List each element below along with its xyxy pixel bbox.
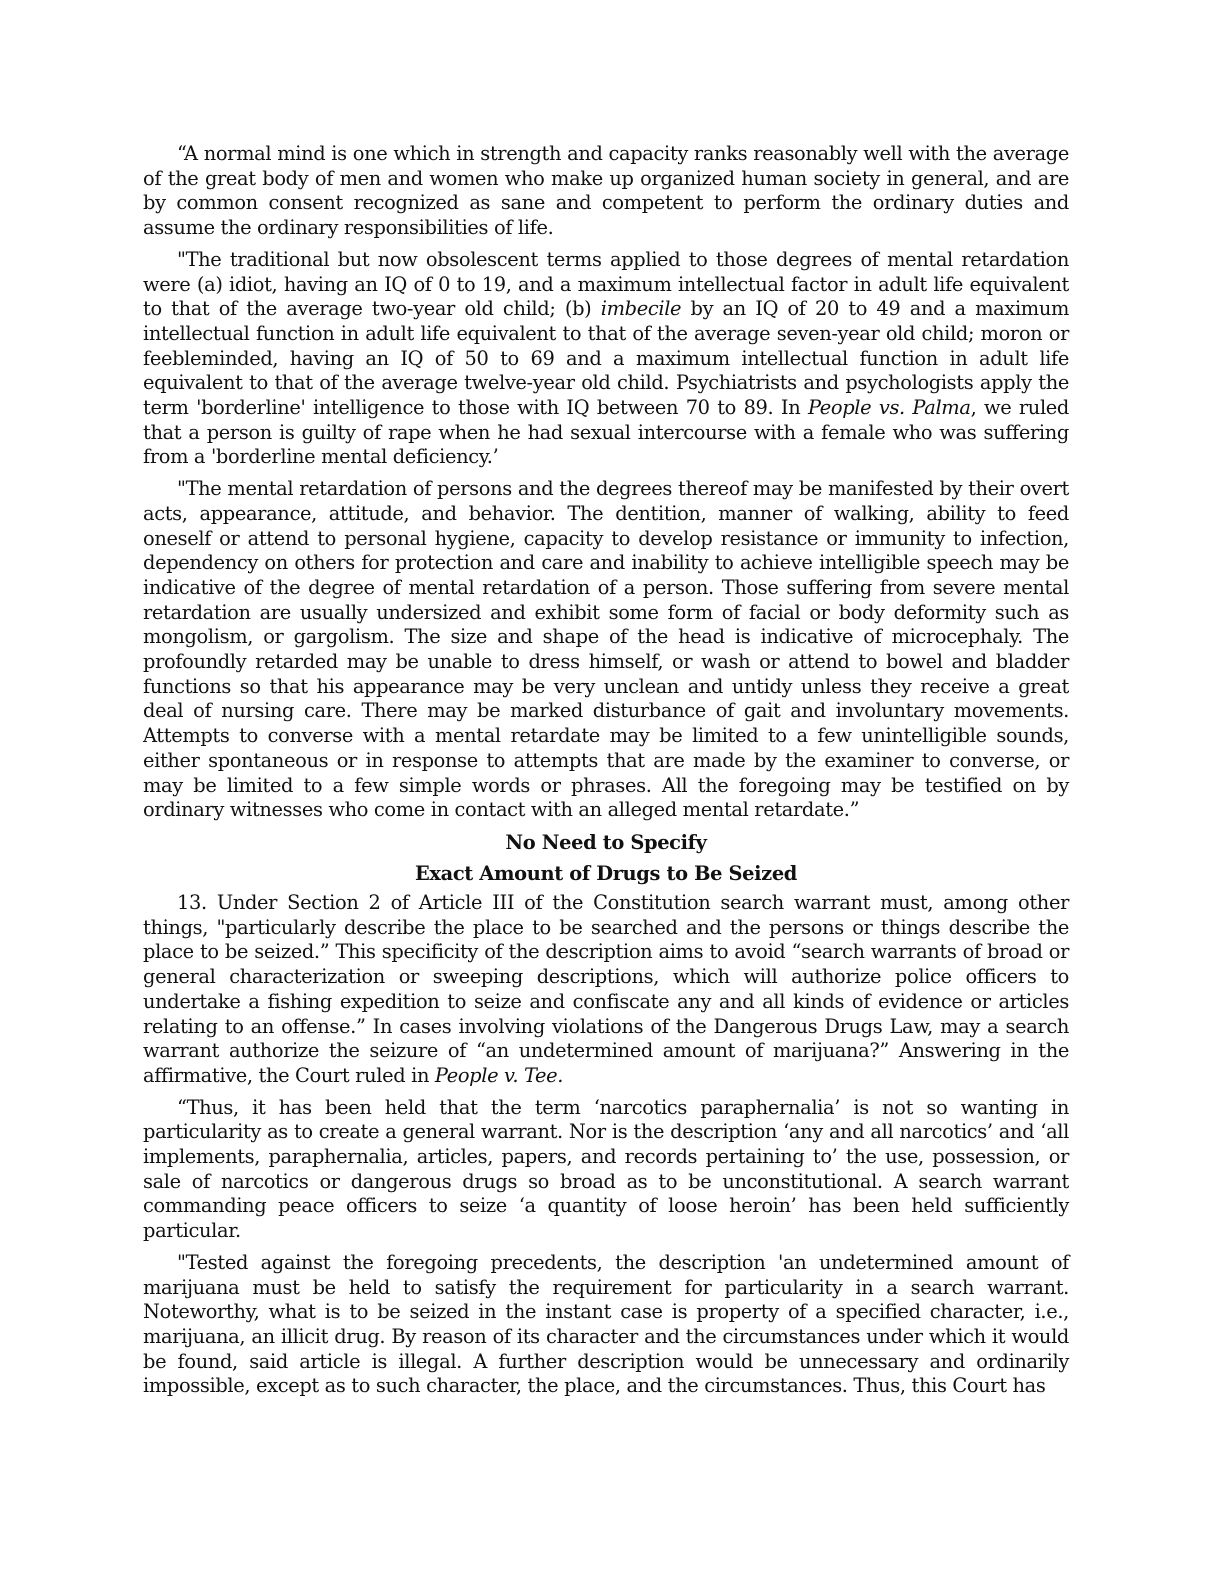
text-segment: 13. Under Section 2 of Article III of the Constitution search warrant must, among other things, "particularly describe the place to be searched and the persons or things describe the place to be seized.” This specificity of the description aims to avoid “search warrants of broad or general characterization or sweeping descriptions, which will authorize police officers to undertake a fishing expedition to seize and confiscate any and all kinds of evidence or articles relating to an offense.” In cases involving violations of the Dangerous Drugs Law, may a search warrant authorize the seizure of “an undetermined amount of marijuana?” Answering in the affirmative, the Court ruled in (143, 890, 1069, 1087)
paragraph-mental-retardation-manifestation (143, 477, 1069, 823)
italic-citation: People v. Tee. (434, 1063, 564, 1087)
paragraph-mental-retardation-terms (143, 248, 1069, 470)
document-page (143, 142, 1069, 1406)
section-heading-line-2: Exact Amount of Drugs to Be Seized (414, 861, 798, 885)
text-segment: "The traditional but now obsolescent terms applied to those degrees of mental retardation were (a) idiot, having an IQ of 0 to 19, and a maximum intellectual factor in adult life equivalent to that of the average two-year old child; (b) (143, 247, 1069, 321)
text-segment: "Tested against the foregoing precedents, the description 'an undetermined amount of marijuana must be held to satisfy the requirement for particularity in a search warrant. Noteworthy, what is to be seized in the instant case is property of a specified character, i.e., marijuana, an illicit drug. By reason of its character and the circumstances under which it would be found, said article is illegal. A further description would be unnecessary and ordinarily impossible, except as to such character, the place, and the circumstances. Thus, this Court has (143, 1250, 1069, 1398)
italic-citation: imbecile (600, 297, 682, 321)
text-segment: by an IQ of 20 to 49 and a maximum intellectual function in adult life equivalent to that of the average seven-year old child; moron or feebleminded, having an IQ of 50 to 69 and a maximum intellectual function in adult life equivalent to that of the average twelve-year old child. Psychiatrists and psychologists apply the term 'borderline' intelligence to those with IQ between 70 to 89. In (143, 297, 1070, 420)
quoted-passage-top (143, 142, 1069, 823)
section-heading (143, 830, 1069, 887)
section-body (143, 891, 1069, 1399)
paragraph-tested-precedents (143, 1251, 1069, 1399)
italic-citation: People vs. Palma (807, 396, 971, 420)
paragraph-section-13 (143, 891, 1069, 1089)
text-segment: “A normal mind is one which in strength and capacity ranks reasonably well with the average of the great body of men and women who make up organized human society in general, and are by common consent recognized as sane and competent to perform the ordinary duties and assume the ordinary responsibilities of life. (143, 142, 1069, 240)
paragraph-narcotics-paraphernalia (143, 1096, 1069, 1244)
text-segment: "The mental retardation of persons and the degrees thereof may be manifested by their overt acts, appearance, attitude, and behavior. The dentition, manner of walking, ability to feed oneself or attend to personal hygiene, capacity to develop resistance or immunity to infection, dependency on others for protection and care and inability to achieve intelligible speech may be indicative of the degree of mental retardation of a person. Those suffering from severe mental retardation are usually undersized and exhibit some form of facial or body deformity such as mongolism, or gargolism. The size and shape of the head is indicative of microcephaly. The profoundly retarded may be unable to dress himself, or wash or attend to bowel and bladder functions so that his appearance may be very unclean and untidy unless they receive a great deal of nursing care. There may be marked disturbance of gait and involuntary movements. Attempts to converse with a mental retardate may be limited to a few unintelligible sounds, either spontaneous or in response to attempts that are made by the examiner to converse, or may be limited to a few simple words or phrases. All the foregoing may be testified on by ordinary witnesses who come in contact with an alleged mental retardate.” (143, 477, 1069, 822)
paragraph-normal-mind (143, 142, 1069, 241)
text-segment: , we ruled that a person is guilty of rape when he had sexual intercourse with a female who was suffering from a 'borderline mental deficiency.’ (143, 396, 1069, 469)
section-heading-line-1: No Need to Specify (505, 830, 707, 854)
text-segment: “Thus, it has been held that the term ‘narcotics paraphernalia’ is not so wanting in particularity as to create a general warrant. Nor is the description ‘any and all narcotics’ and ‘all implements, paraphernalia, articles, papers, and records pertaining to’ the use, possession, or sale of narcotics or dangerous drugs so broad as to be unconstitutional. A search warrant commanding peace officers to seize ‘a quantity of loose heroin’ has been held sufficiently particular. (143, 1095, 1069, 1243)
